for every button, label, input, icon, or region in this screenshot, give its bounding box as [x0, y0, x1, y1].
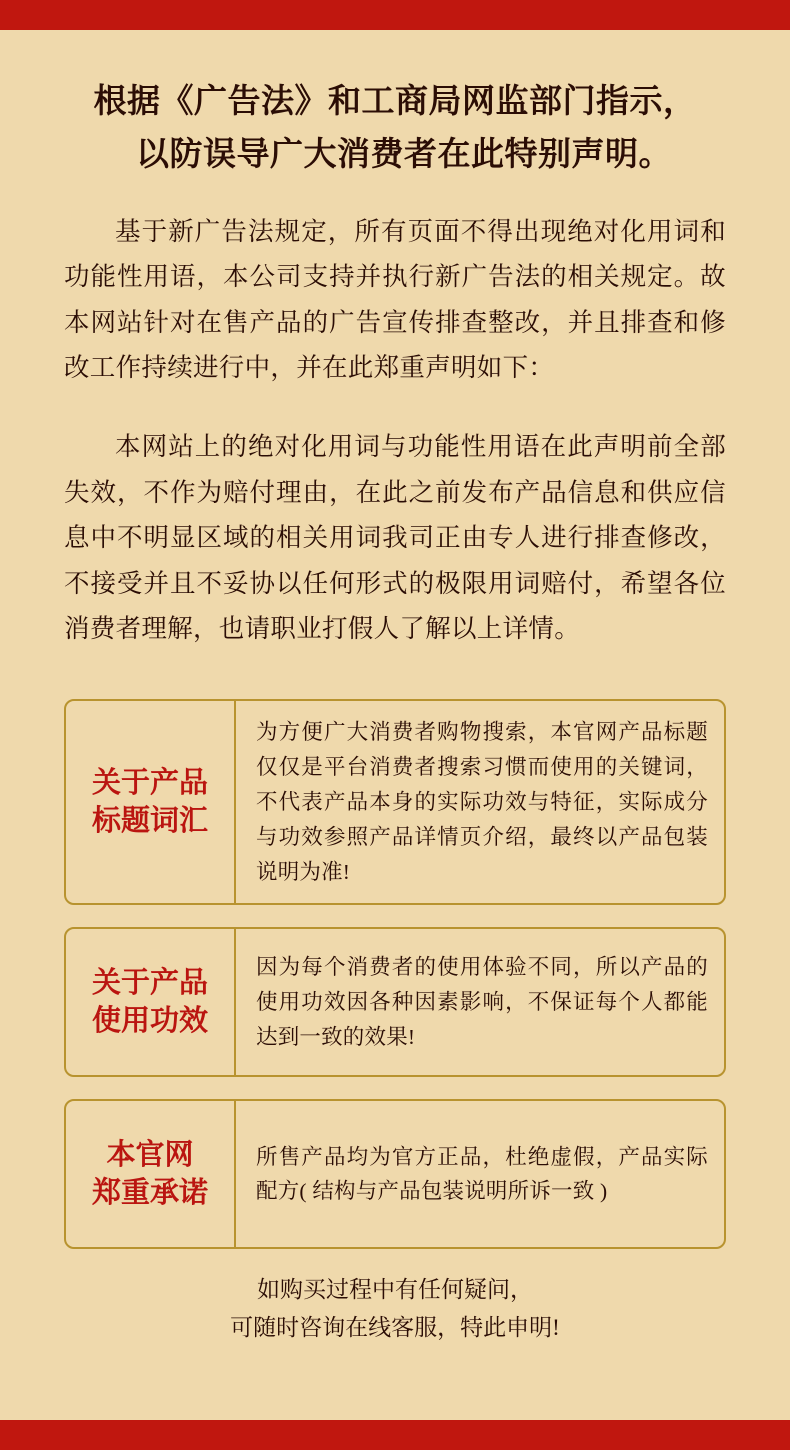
statement-card-label	[66, 929, 236, 1075]
page-title	[64, 30, 726, 183]
paragraph-1: 基于新广告法规定，所有页面不得出现绝对化用词和功能性用语，本公司支持并执行新广告法的相关规定。故本网站针对在售产品的广告宣传排查整改，并且排查和修改工作持续进行中，并在此郑重声明如下：	[64, 216, 726, 383]
page-title-line-1: 根据《广告法》和工商局网监部门指示，	[93, 84, 697, 120]
statement-card-label-line-1: 本官网	[106, 1138, 194, 1171]
paragraph-2: 本网站上的绝对化用词与功能性用语在此声明前全部失效，不作为赔付理由，在此之前发布产品信息和供应信息中不明显区域的相关用词我司正由专人进行排查修改，不接受并且不妥协以任何形式的极限用词赔付，希望各位消费者理解，也请职业打假人了解以上详情。	[64, 432, 726, 643]
statement-card-official-promise	[64, 1099, 726, 1249]
announcement-panel	[0, 30, 790, 1420]
statement-card-product-effect	[64, 927, 726, 1077]
page-title-line-2: 以防误导广大消费者在此特别声明。	[136, 137, 672, 174]
statement-card-label	[66, 1101, 236, 1247]
statement-card-label-line-2: 标题词汇	[91, 805, 208, 838]
statement-card-body: 因为每个消费者的使用体验不同，所以产品的使用功效因各种因素影响，不保证每个人都能达到一致的效果!	[256, 955, 708, 1049]
statement-card-list	[64, 699, 726, 1249]
statement-card-label	[66, 701, 236, 903]
statement-card-body: 为方便广大消费者购物搜索，本官网产品标题仅仅是平台消费者搜索习惯而使用的关键词，不代表产品本身的实际功效与特征，实际成分与功效参照产品详情页介绍，最终以产品包装说明为准!	[256, 720, 708, 884]
statement-card-label-line-1: 关于产品	[91, 766, 208, 799]
statement-card-product-title	[64, 699, 726, 905]
footer-note-line-2: 可随时咨询在线客服，特此申明!	[230, 1314, 560, 1340]
statement-card-label-line-2: 使用功效	[91, 1005, 208, 1038]
footer-note	[64, 1271, 726, 1346]
statement-card-label-line-1: 关于产品	[91, 966, 208, 999]
statement-card-label-line-2: 郑重承诺	[91, 1177, 208, 1210]
footer-note-line-1: 如购买过程中有任何疑问，	[257, 1277, 533, 1303]
statement-card-body: 所售产品均为官方正品，杜绝虚假，产品实际配方( 结构与产品包装说明所诉一致 )	[256, 1144, 708, 1204]
